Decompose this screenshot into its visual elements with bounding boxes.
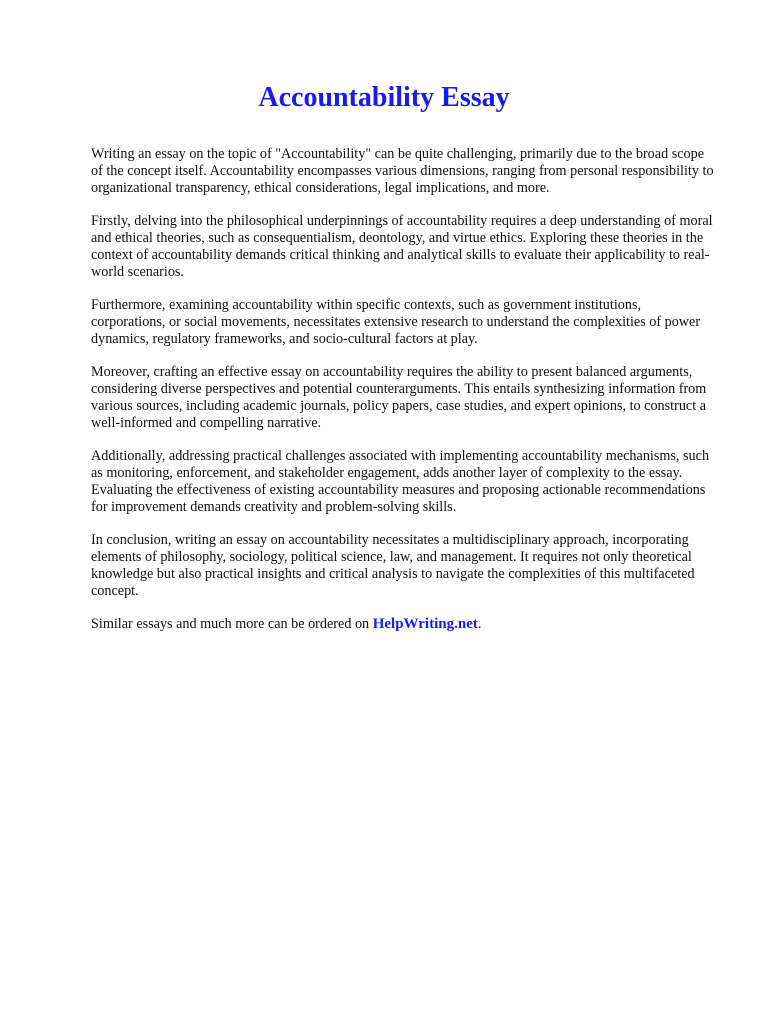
closing-suffix: . <box>477 616 482 632</box>
paragraph-5: Additionally, addressing practical challenges associated with implementing accountability mechanisms, such as monitoring, enforcement, and stakeholder engagement, adds another layer of complexity to the essay. Evaluating the effectiveness of existing accountability measures and proposing actionable recommendations for improvement demands creativity and problem-solving skills. <box>91 448 710 515</box>
closing-prefix: Similar essays and much more can be ordered on <box>91 616 373 632</box>
paragraph-4: Moreover, crafting an effective essay on accountability requires the ability to present balanced arguments, considering diverse perspectives and potential counterarguments. This entails synthesizing information from various sources, including academic journals, policy papers, case studies, and expert opinions, to construct a well-informed and compelling narrative. <box>91 364 707 431</box>
paragraph-3: Furthermore, examining accountability within specific contexts, such as government institutions, corporations, or social movements, necessitates extensive research to understand the complexities of power dynamics, regulatory frameworks, and socio-cultural factors at play. <box>91 297 701 347</box>
paragraph-1: Writing an essay on the topic of "Accountability" can be quite challenging, primarily due to the broad scope of the concept itself. Accountability encompasses various dimensions, ranging from personal responsibility to organizational transparency, ethical considerations, legal implications, and more. <box>91 146 714 196</box>
helpwriting-link[interactable]: HelpWriting.net <box>372 616 478 632</box>
paragraph-6: In conclusion, writing an essay on accountability necessitates a multidisciplinary approach, incorporating elements of philosophy, sociology, political science, law, and management. It requires not only theoretical knowledge but also practical insights and critical analysis to navigate the complexities of this multifaceted concept. <box>91 532 695 599</box>
document-title: Accountability Essay <box>258 82 510 113</box>
document-body <box>91 146 719 649</box>
paragraph-2: Firstly, delving into the philosophical underpinnings of accountability requires a deep understanding of moral and ethical theories, such as consequentialism, deontology, and virtue ethics. Exploring these theories in the context of accountability demands critical thinking and analytical skills to evaluate their applicability to real-world scenarios. <box>91 213 713 280</box>
closing-line <box>91 616 719 633</box>
